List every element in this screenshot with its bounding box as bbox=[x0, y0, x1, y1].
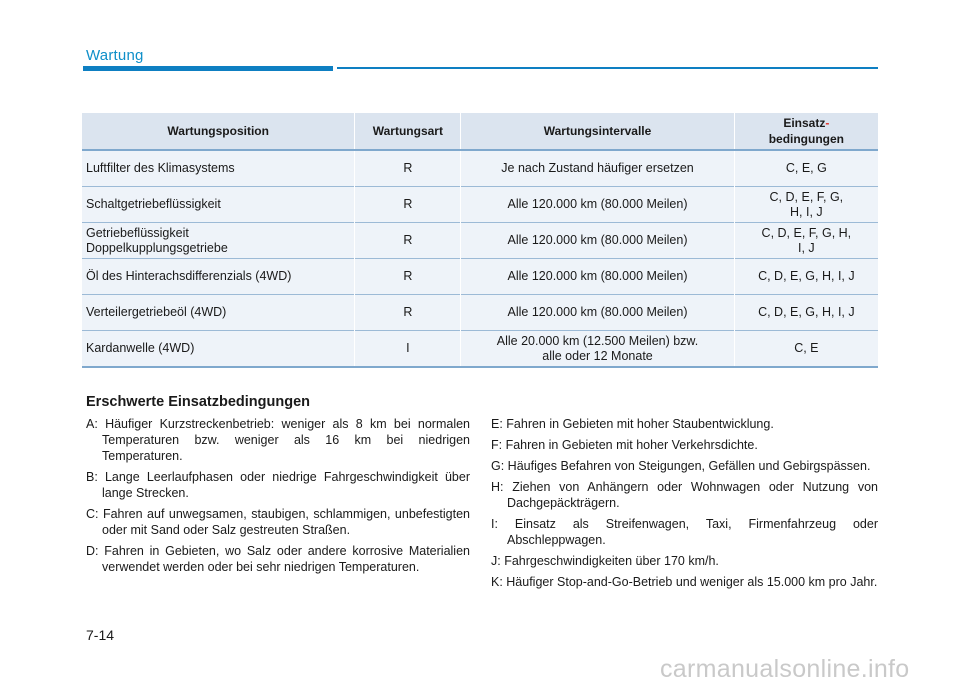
cell-text: Schaltgetriebeflüssigkeit bbox=[86, 197, 221, 211]
cell-conditions bbox=[734, 150, 878, 187]
cell-text: Alle 120.000 km (80.000 Meilen) bbox=[507, 269, 688, 283]
condition-item: F: Fahren in Gebieten mit hoher Verkehrsdichte. bbox=[491, 438, 758, 452]
section-title: Wartung bbox=[86, 47, 144, 64]
header-type: Wartungsart bbox=[355, 113, 461, 150]
cell-interval bbox=[461, 331, 734, 368]
cell-type: R bbox=[355, 259, 461, 295]
cell-text: C, D, E, F, G, H, bbox=[761, 225, 852, 240]
condition-item: G: Häufiges Befahren von Steigungen, Gefällen und Gebirgspässen. bbox=[491, 459, 871, 473]
conditions-title: Erschwerte Einsatzbedingungen bbox=[86, 394, 310, 410]
table-row bbox=[82, 187, 878, 223]
header-conditions-line1: Einsatz bbox=[783, 116, 826, 130]
condition-item: D: Fahren in Gebieten, wo Salz oder andere korrosive Materialien verwendet werden oder bei sehr niedrigen Temperaturen. bbox=[86, 544, 470, 574]
table-row bbox=[82, 259, 878, 295]
table-row bbox=[82, 223, 878, 259]
cell-type: I bbox=[355, 331, 461, 368]
header-conditions bbox=[734, 113, 878, 150]
cell-text: Öl des Hinterachsdifferenzials (4WD) bbox=[86, 269, 292, 283]
cell-text: alle oder 12 Monate bbox=[542, 348, 653, 363]
cell-conditions bbox=[734, 331, 878, 368]
condition-item: E: Fahren in Gebieten mit hoher Staubentwicklung. bbox=[491, 417, 774, 431]
cell-text: C, D, E, F, G, bbox=[769, 189, 844, 204]
cell-position bbox=[82, 295, 355, 331]
table-row bbox=[82, 150, 878, 187]
condition-item: H: Ziehen von Anhängern oder Wohnwagen oder Nutzung von Dachgepäckträgern. bbox=[491, 480, 878, 510]
cell-position bbox=[82, 187, 355, 223]
conditions-right-column bbox=[491, 416, 878, 595]
cell-position bbox=[82, 150, 355, 187]
cell-interval bbox=[461, 150, 734, 187]
cell-type: R bbox=[355, 187, 461, 223]
table-row bbox=[82, 295, 878, 331]
cell-type: R bbox=[355, 223, 461, 259]
cell-text: Je nach Zustand häufiger ersetzen bbox=[501, 161, 694, 175]
header-position: Wartungsposition bbox=[82, 113, 355, 150]
cell-conditions bbox=[734, 187, 878, 223]
header-conditions-line2: bedingungen bbox=[768, 132, 845, 146]
cell-text: C, D, E, G, H, I, J bbox=[758, 269, 855, 283]
condition-item: J: Fahrgeschwindigkeiten über 170 km/h. bbox=[491, 554, 719, 568]
cell-conditions bbox=[734, 259, 878, 295]
table-row bbox=[82, 331, 878, 368]
condition-item: K: Häufiger Stop-and-Go-Betrieb und weniger als 15.000 km pro Jahr. bbox=[491, 575, 878, 589]
cell-interval bbox=[461, 187, 734, 223]
table-header-row bbox=[82, 113, 878, 150]
cell-conditions bbox=[734, 295, 878, 331]
cell-conditions bbox=[734, 223, 878, 259]
header-conditions-dash: - bbox=[825, 116, 830, 130]
watermark: carmanualsonline.info bbox=[660, 655, 910, 683]
cell-position bbox=[82, 331, 355, 368]
cell-type: R bbox=[355, 295, 461, 331]
cell-text: Doppelkupplungsgetriebe bbox=[86, 240, 228, 255]
cell-type: R bbox=[355, 150, 461, 187]
cell-position bbox=[82, 259, 355, 295]
page-number: 7-14 bbox=[86, 627, 115, 643]
cell-position bbox=[82, 223, 355, 259]
cell-text: H, I, J bbox=[790, 204, 823, 219]
condition-item: C: Fahren auf unwegsamen, staubigen, schlammigen, unbefestigten oder mit Sand oder Salz gestreuten Straßen. bbox=[86, 507, 470, 537]
cell-interval bbox=[461, 259, 734, 295]
cell-text: C, E, G bbox=[785, 161, 827, 175]
condition-item: I: Einsatz als Streifenwagen, Taxi, Firmenfahrzeug oder Abschleppwagen. bbox=[491, 517, 878, 547]
maintenance-table bbox=[82, 113, 878, 368]
cell-text: Verteilergetriebeöl (4WD) bbox=[86, 305, 227, 319]
cell-text: C, D, E, G, H, I, J bbox=[758, 305, 855, 319]
header-interval: Wartungsintervalle bbox=[461, 113, 734, 150]
cell-text: I, J bbox=[798, 240, 815, 255]
cell-text: C, E bbox=[794, 341, 819, 355]
cell-text: Alle 120.000 km (80.000 Meilen) bbox=[507, 197, 688, 211]
cell-text: Getriebeflüssigkeit bbox=[86, 225, 189, 240]
conditions-left-column bbox=[86, 416, 470, 580]
condition-item: A: Häufiger Kurzstreckenbetrieb: weniger als 8 km bei normalen Temperaturen bzw. weniger als 16 km bei niedrigen Temperaturen. bbox=[86, 417, 470, 463]
header-rule-thick bbox=[83, 66, 333, 71]
cell-interval bbox=[461, 223, 734, 259]
cell-interval bbox=[461, 295, 734, 331]
header-rule-thin bbox=[337, 67, 878, 69]
cell-text: Alle 120.000 km (80.000 Meilen) bbox=[507, 233, 688, 247]
cell-text: Luftfilter des Klimasystems bbox=[86, 161, 235, 175]
cell-text: Kardanwelle (4WD) bbox=[86, 341, 195, 355]
condition-item: B: Lange Leerlaufphasen oder niedrige Fahrgeschwindigkeit über lange Strecken. bbox=[86, 470, 470, 500]
cell-text: Alle 20.000 km (12.500 Meilen) bzw. bbox=[496, 333, 699, 348]
cell-text: Alle 120.000 km (80.000 Meilen) bbox=[507, 305, 688, 319]
